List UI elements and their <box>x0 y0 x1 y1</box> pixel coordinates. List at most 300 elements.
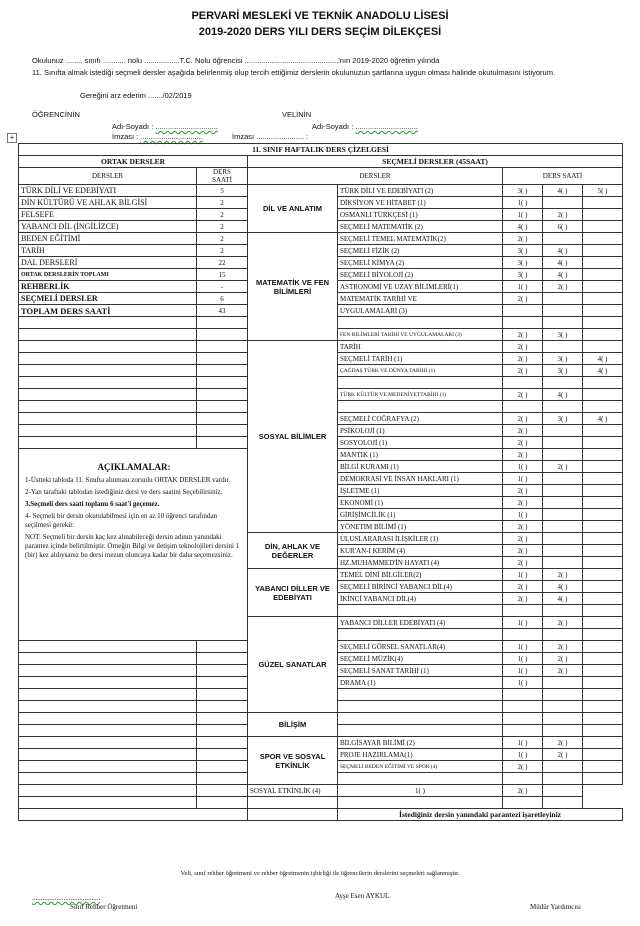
elective-hours-option[interactable] <box>583 605 623 617</box>
elective-group-name: DİN, AHLAK VE DEĞERLER <box>248 533 338 569</box>
common-course-hours: 2 <box>197 197 248 209</box>
elective-course-name: SOSYAL ETKİNLİK (4) <box>248 785 338 797</box>
empty-cell <box>19 797 197 809</box>
elective-hours-option[interactable] <box>583 665 623 677</box>
empty-cell <box>197 317 248 329</box>
elective-hours-option[interactable]: 2( ) <box>503 425 543 437</box>
elective-hours-option[interactable] <box>543 485 583 497</box>
elective-hours-option[interactable]: 6( ) <box>543 221 583 233</box>
elective-hours-option[interactable] <box>543 605 583 617</box>
elective-hours-option[interactable] <box>583 569 623 581</box>
elective-hours-option[interactable]: 1( ) <box>503 569 543 581</box>
empty-cell <box>197 377 248 389</box>
empty-cell <box>197 677 248 689</box>
elective-course-name: İŞLETME (1) <box>338 485 503 497</box>
elective-hours-option[interactable] <box>543 761 583 773</box>
elective-course-name: OSMANLI TÜRKÇESİ (1) <box>338 209 503 221</box>
elective-hours-option[interactable]: 4( ) <box>543 389 583 401</box>
bottom-note-row <box>19 809 623 821</box>
elective-hours-option[interactable] <box>583 197 623 209</box>
col-courses-left: DERSLER <box>19 168 197 185</box>
elective-hours-option[interactable] <box>583 377 623 389</box>
elective-hours-option[interactable]: 3( ) <box>503 245 543 257</box>
elective-hours-option[interactable] <box>543 629 583 641</box>
empty-cell <box>197 665 248 677</box>
common-course-hours: 5 <box>197 185 248 197</box>
elective-hours-option[interactable]: 2( ) <box>543 461 583 473</box>
elective-hours-option[interactable] <box>583 209 623 221</box>
empty-cell <box>248 809 338 821</box>
elective-hours-option[interactable] <box>583 341 623 353</box>
elective-hours-option[interactable] <box>543 197 583 209</box>
intro-line-3: Gereğini arz ederim ......./02/2019 <box>80 91 192 100</box>
empty-cell <box>19 773 197 785</box>
elective-hours-option[interactable] <box>543 725 583 737</box>
elective-hours-option[interactable] <box>543 449 583 461</box>
elective-hours-option[interactable] <box>583 749 623 761</box>
elective-hours-option[interactable]: 2( ) <box>503 593 543 605</box>
elective-hours-option[interactable] <box>583 461 623 473</box>
elective-course-name: TEMEL DİNİ BİLGİLER(2) <box>338 569 503 581</box>
elective-course-name: SEÇMELİ BİRİNCİ YABANCI DİL(4) <box>338 581 503 593</box>
elective-hours-option[interactable]: 2( ) <box>503 233 543 245</box>
elective-hours-option[interactable]: 4( ) <box>543 245 583 257</box>
intro-line-1: Okulunuz ........ sınıfı ........... nolu .................T.C. Nolu öğrencisi .............................................'nın 2019-2020 öğretim yılında <box>32 56 440 65</box>
elective-hours-option[interactable] <box>543 797 583 809</box>
elective-hours-option[interactable] <box>583 533 623 545</box>
elective-hours-option[interactable]: 2( ) <box>543 749 583 761</box>
elective-hours-option[interactable] <box>583 521 623 533</box>
principal-name: Ayşe Esen AYKUL <box>335 892 390 900</box>
common-course-name: YABANCI DİL (İNGİLİZCE) <box>19 221 197 233</box>
elective-hours-option[interactable]: 3( ) <box>543 365 583 377</box>
elective-hours-option[interactable] <box>503 725 543 737</box>
elective-course-name: ASTRONOMİ VE UZAY BİLİMLERİ(1) <box>338 281 503 293</box>
elective-hours-option[interactable] <box>503 305 543 317</box>
elective-hours-option[interactable] <box>543 293 583 305</box>
elective-courses-header: SEÇMELİ DERSLER (45SAAT) <box>248 156 623 168</box>
elective-hours-option[interactable]: 2( ) <box>503 533 543 545</box>
common-course-hours: 2 <box>197 233 248 245</box>
elective-hours-option[interactable] <box>503 401 543 413</box>
table-row <box>19 713 623 725</box>
parent-name-field[interactable]: Adı-Soyadı : .............................. <box>312 122 418 131</box>
elective-course-name: PSİKOLOJİ (1) <box>338 425 503 437</box>
elective-hours-option[interactable] <box>583 641 623 653</box>
elective-course-name: TÜRK DİLİ VE EDEBİYATI (2) <box>338 185 503 197</box>
elective-hours-option[interactable] <box>503 317 543 329</box>
elective-hours-option[interactable]: 3( ) <box>543 353 583 365</box>
elective-hours-option[interactable]: 2( ) <box>503 341 543 353</box>
elective-hours-option[interactable] <box>543 233 583 245</box>
elective-hours-option[interactable] <box>583 737 623 749</box>
weekly-schedule-table <box>18 143 623 821</box>
elective-hours-option[interactable]: 4( ) <box>543 581 583 593</box>
elective-hours-option[interactable] <box>543 401 583 413</box>
elective-hours-option[interactable]: 2( ) <box>503 581 543 593</box>
col-hours-right: DERS SAATİ <box>503 168 623 185</box>
empty-cell <box>197 701 248 713</box>
elective-hours-option[interactable]: 2( ) <box>503 557 543 569</box>
elective-hours-option[interactable] <box>583 221 623 233</box>
elective-hours-option[interactable]: 3( ) <box>543 413 583 425</box>
elective-hours-option[interactable]: 4( ) <box>543 185 583 197</box>
empty-cell <box>19 785 197 797</box>
common-course-name: SEÇMELİ DERSLER <box>19 293 197 305</box>
elective-hours-option[interactable] <box>583 677 623 689</box>
common-courses-header: ORTAK DERSLER <box>19 156 248 168</box>
elective-hours-option[interactable] <box>583 509 623 521</box>
elective-hours-option[interactable] <box>583 497 623 509</box>
elective-hours-option[interactable] <box>338 797 503 809</box>
elective-course-name <box>338 725 503 737</box>
elective-hours-option[interactable]: 2( ) <box>503 353 543 365</box>
elective-hours-option[interactable]: 4( ) <box>583 365 623 377</box>
empty-cell <box>19 737 197 749</box>
elective-course-name <box>338 377 503 389</box>
elective-hours-option[interactable]: 2( ) <box>503 389 543 401</box>
elective-hours-option[interactable] <box>503 797 543 809</box>
table-title: 11. SINIF HAFTALIK DERS ÇİZELGESİ <box>19 144 623 156</box>
empty-cell <box>197 725 248 737</box>
elective-hours-option[interactable]: 2( ) <box>543 737 583 749</box>
elective-hours-option[interactable]: 2( ) <box>503 521 543 533</box>
elective-hours-option[interactable]: 2( ) <box>503 365 543 377</box>
teacher-signature-line: ....................................... <box>32 894 101 902</box>
elective-hours-option[interactable] <box>503 773 543 785</box>
empty-cell <box>197 389 248 401</box>
elective-hours-option[interactable] <box>543 377 583 389</box>
elective-hours-option[interactable] <box>543 713 583 725</box>
elective-hours-option[interactable] <box>503 629 543 641</box>
notes-title: AÇIKLAMALAR: <box>97 462 171 472</box>
elective-hours-option[interactable] <box>543 785 583 797</box>
elective-course-name: SEÇMELİ MATEMATİK (2) <box>338 221 503 233</box>
elective-hours-option[interactable]: 1( ) <box>503 197 543 209</box>
elective-hours-option[interactable]: 2( ) <box>543 665 583 677</box>
elective-hours-option[interactable] <box>583 305 623 317</box>
elective-hours-option[interactable] <box>583 557 623 569</box>
elective-group-name: SOSYAL BİLİMLER <box>248 341 338 533</box>
elective-course-name <box>338 629 503 641</box>
empty-cell <box>19 413 197 425</box>
elective-hours-option[interactable]: 2( ) <box>503 785 543 797</box>
empty-cell <box>197 749 248 761</box>
elective-hours-option[interactable] <box>543 677 583 689</box>
empty-cell <box>197 413 248 425</box>
common-course-name: ORTAK DERSLERİN TOPLAMI <box>19 269 197 281</box>
elective-course-name: SEÇMELİ SANAT TARİHİ (1) <box>338 665 503 677</box>
elective-course-name <box>338 401 503 413</box>
elective-hours-option[interactable]: 1( ) <box>503 677 543 689</box>
elective-course-name: TÜRK KÜLTÜR VE MEDENİYETTARİHİ (1) <box>338 389 503 401</box>
elective-group-name: DİL VE ANLATIM <box>248 185 338 233</box>
empty-cell <box>197 341 248 353</box>
elective-hours-option[interactable]: 3( ) <box>503 185 543 197</box>
empty-cell <box>19 677 197 689</box>
elective-hours-option[interactable]: 1( ) <box>503 209 543 221</box>
elective-course-name: FEN BİLİMLERİ TARİHİ VE UYGULAMALARI (3) <box>338 329 503 341</box>
elective-hours-option[interactable] <box>543 773 583 785</box>
elective-hours-option[interactable]: 3( ) <box>503 257 543 269</box>
common-course-name: FELSEFE <box>19 209 197 221</box>
elective-course-name: SEÇMELİ FİZİK (2) <box>338 245 503 257</box>
empty-cell <box>19 365 197 377</box>
elective-hours-option[interactable] <box>583 593 623 605</box>
elective-hours-option[interactable] <box>583 545 623 557</box>
empty-cell <box>19 317 197 329</box>
elective-group-name: GÜZEL SANATLAR <box>248 617 338 713</box>
elective-course-name: SOSYOLOJİ (1) <box>338 437 503 449</box>
elective-hours-option[interactable] <box>583 581 623 593</box>
elective-course-name: SEÇMELİ TEMEL MATEMATİK(2) <box>338 233 503 245</box>
elective-hours-option[interactable]: 2( ) <box>503 449 543 461</box>
elective-hours-option[interactable] <box>503 689 543 701</box>
common-course-name: REHBERLİK <box>19 281 197 293</box>
elective-hours-option[interactable] <box>583 473 623 485</box>
elective-hours-option[interactable]: 2( ) <box>543 209 583 221</box>
elective-hours-option[interactable] <box>583 257 623 269</box>
elective-hours-option[interactable]: 5( ) <box>583 185 623 197</box>
elective-hours-option[interactable]: 4( ) <box>543 593 583 605</box>
elective-hours-option[interactable] <box>583 773 623 785</box>
empty-cell <box>197 785 248 797</box>
principal-title: Müdür Yardımcısı <box>530 903 581 911</box>
elective-group-name: MATEMATİK VE FEN BİLİMLERİ <box>248 233 338 341</box>
common-course-hours: 2 <box>197 245 248 257</box>
elective-course-name: DEMOKRASİ VE İNSAN HAKLARI (1) <box>338 473 503 485</box>
elective-hours-option[interactable] <box>543 545 583 557</box>
elective-hours-option[interactable]: 2( ) <box>543 641 583 653</box>
elective-hours-option[interactable]: 1( ) <box>503 617 543 629</box>
student-name-field[interactable]: Adı-Soyadı : .............................. <box>112 122 218 131</box>
elective-hours-option[interactable] <box>583 389 623 401</box>
elective-hours-option[interactable] <box>583 437 623 449</box>
elective-course-name: KUR'AN-I KERİM (4) <box>338 545 503 557</box>
elective-hours-option[interactable]: 1( ) <box>338 785 503 797</box>
elective-hours-option[interactable]: 2( ) <box>503 413 543 425</box>
empty-cell <box>19 809 248 821</box>
elective-hours-option[interactable]: 3( ) <box>543 329 583 341</box>
school-name: PERVARİ MESLEKİ VE TEKNİK ANADOLU LİSESİ <box>191 10 449 22</box>
elective-course-name: SEÇMELİ TARİH (1) <box>338 353 503 365</box>
elective-course-name: GİRİŞİMCİLİK (1) <box>338 509 503 521</box>
empty-cell <box>197 365 248 377</box>
empty-cell <box>19 437 197 449</box>
elective-hours-option[interactable] <box>583 485 623 497</box>
elective-course-name: PROJE HAZIRLAMA(1) <box>338 749 503 761</box>
elective-hours-option[interactable] <box>583 281 623 293</box>
elective-hours-option[interactable] <box>543 701 583 713</box>
empty-cell <box>19 713 197 725</box>
table-handle-icon[interactable]: + <box>7 133 17 143</box>
elective-hours-option[interactable]: 2( ) <box>543 569 583 581</box>
common-course-hours: 6 <box>197 293 248 305</box>
empty-cell <box>197 401 248 413</box>
note-item: 3.Seçmeli ders saati toplamı 6 saat'i geçemez. <box>25 500 160 508</box>
empty-cell <box>197 353 248 365</box>
empty-cell <box>19 761 197 773</box>
elective-hours-option[interactable]: 1( ) <box>503 653 543 665</box>
elective-course-name: DİKSİYON VE HİTABET (1) <box>338 197 503 209</box>
parent-sign-field[interactable]: İmzası ....................... : <box>232 132 309 141</box>
empty-cell <box>197 641 248 653</box>
elective-hours-option[interactable]: 1( ) <box>503 473 543 485</box>
elective-hours-option[interactable] <box>583 449 623 461</box>
empty-cell <box>19 653 197 665</box>
empty-cell <box>197 797 248 809</box>
elective-hours-option[interactable] <box>583 761 623 773</box>
elective-hours-option[interactable] <box>583 245 623 257</box>
elective-hours-option[interactable]: 4( ) <box>503 221 543 233</box>
note-item: 1-Üstteki tabloda 11. Sınıfta alınması zorunlu ORTAK DERSLER vardır. <box>25 476 231 484</box>
elective-hours-option[interactable]: 1( ) <box>503 641 543 653</box>
elective-hours-option[interactable] <box>503 377 543 389</box>
note-item: 2-Yan taraftaki tablodan istediğiniz dersi ve ders saatini Seçebilirsiniz. <box>25 488 223 496</box>
elective-hours-option[interactable]: 2( ) <box>503 293 543 305</box>
elective-course-name: SEÇMELİ MÜZİK(4) <box>338 653 503 665</box>
elective-hours-option[interactable]: 3( ) <box>503 269 543 281</box>
elective-hours-option[interactable]: 1( ) <box>503 749 543 761</box>
elective-hours-option[interactable]: 2( ) <box>503 485 543 497</box>
elective-hours-option[interactable] <box>583 329 623 341</box>
elective-hours-option[interactable] <box>503 713 543 725</box>
elective-hours-option[interactable] <box>543 425 583 437</box>
elective-hours-option[interactable]: 4( ) <box>583 413 623 425</box>
elective-hours-option[interactable] <box>543 437 583 449</box>
common-course-hours: 15 <box>197 269 248 281</box>
form-title: 2019-2020 DERS YILI DERS SEÇİM DİLEKÇESİ <box>198 26 442 38</box>
elective-hours-option[interactable]: 2( ) <box>503 497 543 509</box>
elective-course-name: SEÇMELİ COĞRAFYA (2) <box>338 413 503 425</box>
elective-hours-option[interactable] <box>503 605 543 617</box>
elective-hours-option[interactable] <box>583 725 623 737</box>
student-label: ÖĞRENCİNİN <box>32 110 80 119</box>
elective-hours-option[interactable] <box>583 425 623 437</box>
teacher-title: Sınıf Rehber Öğretmeni <box>70 903 138 911</box>
elective-hours-option[interactable] <box>583 401 623 413</box>
table-row <box>19 797 623 809</box>
elective-hours-option[interactable] <box>543 689 583 701</box>
empty-cell <box>19 341 197 353</box>
elective-hours-option[interactable] <box>543 317 583 329</box>
elective-group-name: YABANCI DİLLER VE EDEBİYATI <box>248 569 338 617</box>
elective-hours-option[interactable]: 2( ) <box>543 653 583 665</box>
elective-hours-option[interactable] <box>543 341 583 353</box>
elective-hours-option[interactable]: 4( ) <box>543 269 583 281</box>
empty-cell <box>19 401 197 413</box>
elective-course-name: TARİH <box>338 341 503 353</box>
elective-hours-option[interactable]: 2( ) <box>503 437 543 449</box>
elective-group-name: SPOR VE SOSYAL ETKİNLİK <box>248 737 338 785</box>
common-course-hours: 22 <box>197 257 248 269</box>
elective-course-name: HZ.MUHAMMED'İN HAYATI (4) <box>338 557 503 569</box>
empty-cell <box>19 689 197 701</box>
elective-hours-option[interactable] <box>583 689 623 701</box>
section-header-row <box>19 156 623 168</box>
elective-hours-option[interactable] <box>543 521 583 533</box>
elective-hours-option[interactable] <box>543 509 583 521</box>
elective-hours-option[interactable] <box>543 497 583 509</box>
elective-hours-option[interactable] <box>583 233 623 245</box>
footer-statement: Veli, sınıf rehber öğretmeni ve rehber öğretmenin işbirliği ile öğrencilerin derslerini seçmeleri sağlanmıştır. <box>180 870 460 877</box>
common-course-name: DAL DERSLERİ <box>19 257 197 269</box>
col-hours-line-1: DERS <box>213 168 231 176</box>
table-row <box>19 785 623 797</box>
table-row <box>19 737 623 749</box>
elective-hours-option[interactable] <box>543 533 583 545</box>
elective-hours-option[interactable] <box>583 713 623 725</box>
elective-course-name: SEÇMELİ BİYOLOJİ (2) <box>338 269 503 281</box>
elective-hours-option[interactable]: 1( ) <box>503 665 543 677</box>
elective-hours-option[interactable] <box>583 269 623 281</box>
elective-hours-option[interactable] <box>543 557 583 569</box>
elective-hours-option[interactable]: 1( ) <box>503 509 543 521</box>
notes-box <box>19 449 248 641</box>
elective-course-name <box>338 605 503 617</box>
elective-course-name <box>338 773 503 785</box>
elective-course-name: DRAMA (1) <box>338 677 503 689</box>
elective-hours-option[interactable] <box>503 701 543 713</box>
col-courses-right: DERSLER <box>248 168 503 185</box>
elective-hours-option[interactable] <box>583 317 623 329</box>
common-course-name: TARİH <box>19 245 197 257</box>
elective-course-name: SEÇMELİ GÖRSEL SANATLAR(4) <box>338 641 503 653</box>
empty-cell <box>19 665 197 677</box>
elective-hours-option[interactable]: 2( ) <box>543 617 583 629</box>
elective-hours-option[interactable] <box>543 305 583 317</box>
elective-hours-option[interactable]: 2( ) <box>503 329 543 341</box>
elective-hours-option[interactable] <box>583 293 623 305</box>
elective-hours-option[interactable] <box>583 653 623 665</box>
elective-hours-option[interactable]: 4( ) <box>543 257 583 269</box>
elective-hours-option[interactable]: 4( ) <box>583 353 623 365</box>
elective-course-name <box>338 317 503 329</box>
empty-cell <box>197 773 248 785</box>
elective-course-name: ÇAĞDAŞ TÜRK VE DÜNYA TARİHİ (1) <box>338 365 503 377</box>
col-hours-left <box>197 168 248 185</box>
elective-hours-option[interactable]: 2( ) <box>503 545 543 557</box>
elective-hours-option[interactable] <box>583 629 623 641</box>
empty-cell <box>19 701 197 713</box>
empty-cell <box>19 329 197 341</box>
empty-cell <box>197 425 248 437</box>
student-sign-field[interactable]: İmzası : .............................. <box>112 132 203 141</box>
empty-cell <box>19 389 197 401</box>
elective-hours-option[interactable] <box>583 617 623 629</box>
elective-course-name: BİLGİ KURAMI (1) <box>338 461 503 473</box>
elective-hours-option[interactable] <box>583 701 623 713</box>
elective-hours-option[interactable]: 1( ) <box>503 737 543 749</box>
empty-cell <box>19 377 197 389</box>
table-title-row <box>19 144 623 156</box>
elective-hours-option[interactable] <box>543 473 583 485</box>
elective-course-name <box>248 797 338 809</box>
empty-cell <box>197 761 248 773</box>
empty-cell <box>19 641 197 653</box>
elective-group-name: BİLİŞİM <box>248 713 338 737</box>
note-item: NOT: Seçmeli bir dersin kaç kez alınabileceği dersin adının yanındaki parantez içinde belirtilmiştir. Örneğin Bilgi ve iletişim teknolojileri dersini 1 (bir) kez aldıysanız bu dersi mezun oluncaya kadar bir daha seçemezsiniz. <box>25 533 240 559</box>
elective-hours-option[interactable]: 2( ) <box>543 281 583 293</box>
elective-hours-option[interactable]: 2( ) <box>503 761 543 773</box>
elective-hours-option[interactable]: 1( ) <box>503 461 543 473</box>
empty-cell <box>197 737 248 749</box>
elective-course-name: ULUSLARARASI İLİŞKİLER (1) <box>338 533 503 545</box>
elective-hours-option[interactable]: 1( ) <box>503 281 543 293</box>
empty-cell <box>197 329 248 341</box>
empty-cell <box>197 653 248 665</box>
elective-course-name: MANTIK (1) <box>338 449 503 461</box>
